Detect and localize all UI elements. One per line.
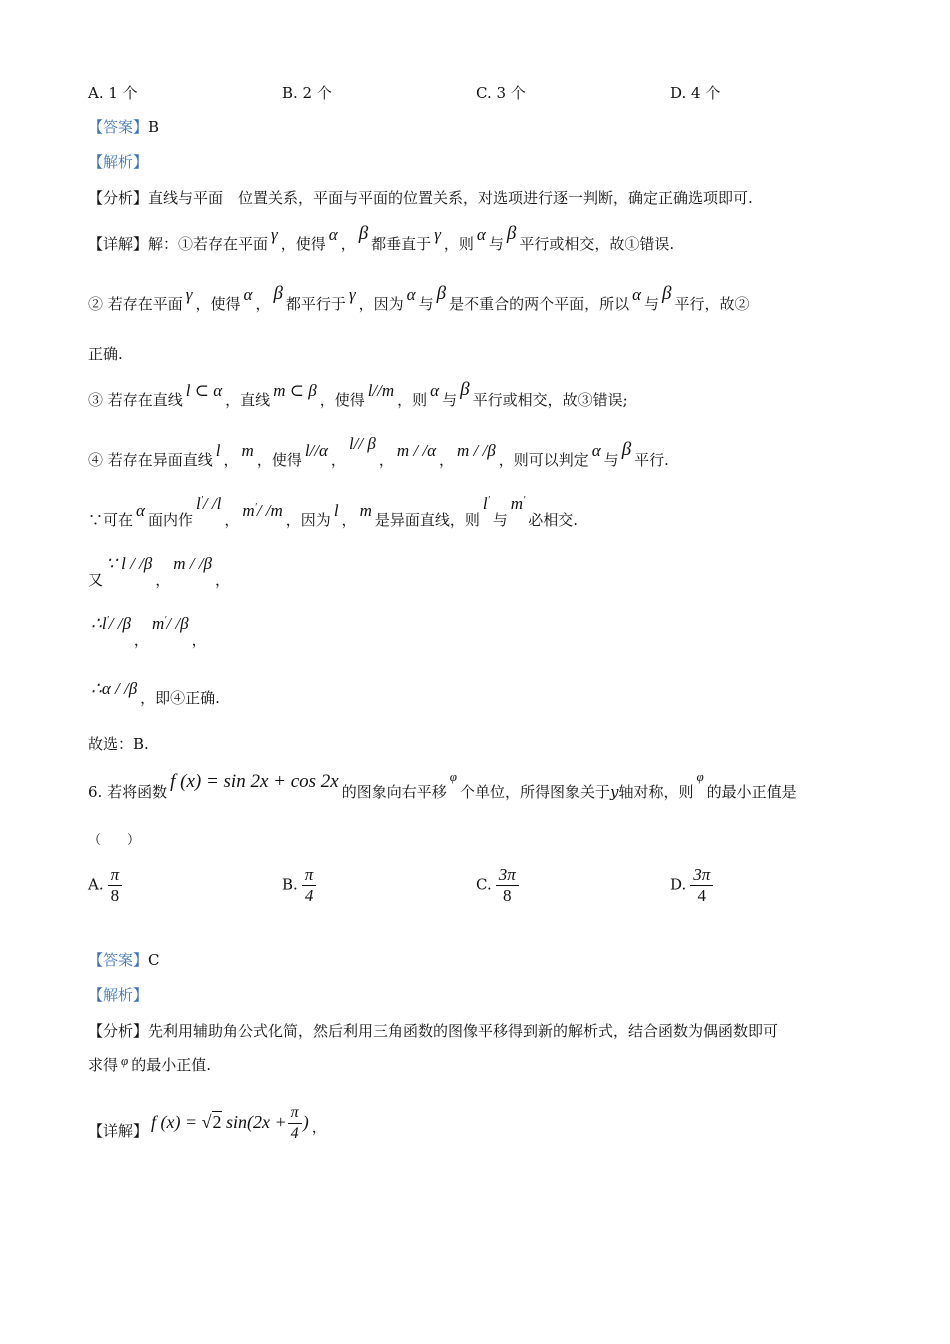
question-text: 个单位，所得图象关于 <box>459 783 610 801</box>
q5-analysis-text: 【分析】直线与平面 位置关系，平面与平面的位置关系，对选项进行逐一判断，确定正确选项即可. <box>88 189 753 207</box>
prime-mark: ′ <box>487 495 490 506</box>
math-phi: φ <box>696 769 704 784</box>
detail-text: 面内作 <box>147 511 193 529</box>
detail-text: ，则 <box>443 235 474 253</box>
math-m: m <box>510 494 524 513</box>
math-m-subset-beta: m ⊂ β <box>273 381 317 400</box>
q5-answer <box>88 117 159 137</box>
detail-text: 都平行于 <box>285 295 346 313</box>
math-alpha: α <box>328 225 338 244</box>
detail-text: 与 <box>492 511 508 529</box>
fraction-denominator: 4 <box>304 886 314 905</box>
detail-text: 都垂直于 <box>371 235 432 253</box>
q5-detail-1 <box>88 223 675 254</box>
pi-over-four-fraction <box>288 1103 302 1144</box>
math-beta: β <box>460 379 470 400</box>
math-beta: β <box>436 283 447 304</box>
q6-paren: （ ） <box>88 833 141 848</box>
fraction-denominator: 4 <box>697 886 707 905</box>
detail-text: ， <box>378 451 394 469</box>
q5-option-c: C. 3 个 <box>476 84 526 102</box>
detail-text: 解：①若存在平面 <box>148 235 269 253</box>
detail-text: 与 <box>442 391 458 409</box>
math-m: m <box>151 614 165 633</box>
answer-label: 【答案】 <box>88 951 149 969</box>
math-m-prime <box>511 494 525 513</box>
math-parallel-m: / /m <box>256 501 283 520</box>
math-l: l <box>333 501 339 520</box>
analysis-text: 求得 <box>88 1056 119 1074</box>
math-parallel-beta: / /β <box>166 614 189 633</box>
math-therefore-l-prime <box>91 614 131 633</box>
detail-text: ，则可以判定 <box>498 451 589 469</box>
math-m-parallel-beta: m / /β <box>457 441 496 460</box>
math-phi: φ <box>449 769 457 784</box>
q5-step-1 <box>88 494 579 533</box>
detail-text: ， <box>311 1118 327 1136</box>
q5-option-b: B. 2 个 <box>282 84 332 102</box>
math-alpha: α <box>430 381 440 400</box>
math-m-parallel-beta: m / /β <box>173 554 212 573</box>
math-m-prime-parallel-beta <box>152 614 189 633</box>
math-phi: φ <box>121 1053 129 1068</box>
analysis-label: 【解析】 <box>88 153 149 171</box>
detail-text: ② 若存在平面 <box>88 295 183 313</box>
math-l: l <box>482 494 488 513</box>
q6-option-c <box>476 865 519 906</box>
q6-option-d <box>670 865 713 906</box>
math-l-parallel-beta: l / /β <box>121 554 153 573</box>
detail-text: 是异面直线，则 <box>374 511 480 529</box>
math-m-parallel-alpha: m / /α <box>396 441 436 460</box>
math-gamma: γ <box>434 225 441 244</box>
fraction-numerator: π <box>302 865 317 886</box>
option-letter: D. <box>670 875 687 894</box>
detail-text: ，则 <box>397 391 428 409</box>
q6-answer <box>88 950 160 970</box>
detail-text: ， <box>224 511 240 529</box>
math-m: m <box>241 441 254 460</box>
close-paren: ) <box>302 1112 309 1132</box>
detail-text: ， <box>341 511 357 529</box>
fraction-numerator: π <box>108 865 123 886</box>
option-letter: C. <box>476 875 492 894</box>
math-because-l-parallel-beta <box>106 554 152 573</box>
detail-text: ， <box>214 571 230 589</box>
fraction-numerator: 3π <box>690 865 713 886</box>
math-l: l <box>215 441 221 460</box>
detail-text: ，使得 <box>280 235 326 253</box>
math-parallel-l: / /l <box>202 494 222 513</box>
q6-option-a <box>88 865 122 906</box>
option-letter: A. <box>88 875 104 894</box>
detail-text: ，使得 <box>195 295 241 313</box>
math-alpha: α <box>476 225 486 244</box>
math-beta: β <box>506 223 517 244</box>
detail-text: ， <box>133 631 149 649</box>
q6-analysis-line-2 <box>88 1055 211 1076</box>
detail-text: ， <box>439 451 455 469</box>
fraction-numerator: 3π <box>496 865 519 886</box>
fraction-numerator: π <box>288 1103 302 1124</box>
because-symbol: ∵ <box>88 511 104 529</box>
math-l: l <box>195 494 201 513</box>
detail-text: ， <box>223 451 239 469</box>
math-l: l <box>101 614 107 633</box>
question-text: 6. 若将函数 <box>88 783 168 801</box>
math-alpha: α <box>243 285 253 304</box>
q6-stem <box>88 769 797 803</box>
detail-text: ， <box>155 571 171 589</box>
math-alpha: α <box>632 285 642 304</box>
q5-option-a: A. 1 个 <box>88 84 138 102</box>
detail-text: 平行或相交，故①错误. <box>519 235 675 253</box>
detail-text: 与 <box>603 451 619 469</box>
q5-detail-4 <box>88 434 669 470</box>
sqrt-radicand: 2 <box>212 1112 222 1132</box>
detail-text: 可在 <box>103 511 134 529</box>
detail-text: 与 <box>488 235 504 253</box>
math-l-parallel-alpha: l//α <box>304 441 328 460</box>
math-gamma: γ <box>185 285 193 304</box>
detail-label: 【详解】 <box>88 1122 149 1140</box>
math-alpha: α <box>591 441 601 460</box>
math-y: y <box>609 783 619 801</box>
detail-text: ，使得 <box>319 391 365 409</box>
detail-text: ， <box>340 235 356 253</box>
q6-analysis-line-1: 【分析】先利用辅助角公式化简，然后利用三角函数的图像平移得到新的解析式，结合函数为偶函数即可 <box>88 1022 779 1040</box>
detail-text: 与 <box>418 295 434 313</box>
math-l-prime-parallel-l <box>196 494 221 513</box>
math-l-parallel-beta: l// β <box>348 434 376 453</box>
detail-text: ，即④正确. <box>140 689 220 707</box>
prime-mark: ′ <box>164 615 167 626</box>
math-alpha-parallel-beta: α / /β <box>101 679 138 698</box>
detail-text: ， <box>255 295 271 313</box>
option-letter: B. <box>282 875 298 894</box>
q5-step-3 <box>88 614 207 653</box>
option-fraction <box>302 865 317 906</box>
detail-text: ④ 若存在异面直线 <box>88 451 213 469</box>
math-fx: f (x) = <box>151 1112 202 1132</box>
prime-mark: ′ <box>254 502 257 513</box>
math-gamma: γ <box>348 285 356 304</box>
q5-detail-3 <box>88 379 628 410</box>
detail-text: ，直线 <box>225 391 271 409</box>
detail-text: 又 <box>88 571 104 589</box>
q5-conclusion: 故选：B. <box>88 735 149 753</box>
question-text: 的最小正值是 <box>706 783 797 801</box>
prime-mark: ′ <box>106 615 109 626</box>
detail-text: 平行，故② <box>674 295 750 313</box>
math-beta: β <box>662 283 672 304</box>
q6-option-b <box>282 865 316 906</box>
sqrt-sign: √ <box>201 1112 212 1132</box>
detail-label: 【详解】 <box>88 235 149 253</box>
prime-mark: ′ <box>200 495 203 506</box>
analysis-text: 的最小正值. <box>131 1056 211 1074</box>
math-parallel-beta: / /β <box>108 614 131 633</box>
detail-text: ，因为 <box>285 511 331 529</box>
detail-text: ③ 若存在直线 <box>88 391 183 409</box>
analysis-label: 【解析】 <box>88 986 149 1004</box>
detail-text: 必相交. <box>528 511 579 529</box>
therefore-symbol: ∴ <box>91 679 102 698</box>
because-symbol: ∵ <box>106 554 117 573</box>
math-m: m <box>242 501 255 520</box>
therefore-symbol: ∴ <box>91 614 102 633</box>
math-l-subset-alpha: l ⊂ α <box>185 381 223 400</box>
math-l-parallel-m: l//m <box>367 381 395 400</box>
math-beta: β <box>621 439 632 460</box>
q5-detail-2 <box>88 283 750 314</box>
detail-text: 是不重合的两个平面，所以 <box>449 295 630 313</box>
q5-detail-2-cont: 正确. <box>88 345 123 363</box>
q5-step-2 <box>88 554 230 590</box>
question-text: 轴对称，则 <box>618 783 694 801</box>
option-fraction <box>108 865 123 906</box>
math-m: m <box>359 501 372 520</box>
q5-step-4 <box>88 679 220 708</box>
option-fraction <box>690 865 713 906</box>
answer-label: 【答案】 <box>88 118 149 136</box>
answer-value: C <box>148 951 160 969</box>
prime-mark: ′ <box>523 495 526 506</box>
answer-value: B <box>148 118 160 136</box>
math-fx-definition: f (x) = sin 2x + cos 2x <box>170 771 339 792</box>
detail-text: 平行. <box>634 451 669 469</box>
detail-text: ，因为 <box>358 295 404 313</box>
detail-text: 与 <box>644 295 660 313</box>
detail-text: ，使得 <box>256 451 302 469</box>
math-alpha: α <box>136 501 145 520</box>
question-text: 的图象向右平移 <box>341 783 447 801</box>
math-gamma: γ <box>271 225 278 244</box>
fraction-denominator: 8 <box>502 886 512 905</box>
math-fx-sqrt-form <box>151 1104 309 1143</box>
math-alpha: α <box>406 285 416 304</box>
math-beta: β <box>358 223 369 244</box>
math-m-prime-parallel-m <box>242 501 282 520</box>
math-beta: β <box>273 283 283 304</box>
q6-detail <box>88 1106 327 1148</box>
detail-text: 平行或相交，故③错误; <box>472 391 628 409</box>
fraction-denominator: 4 <box>290 1125 299 1143</box>
detail-text: ， <box>191 631 207 649</box>
math-therefore-alpha-parallel-beta <box>91 679 137 698</box>
fraction-denominator: 8 <box>110 886 120 905</box>
math-sin-term: sin(2x + <box>221 1112 287 1132</box>
math-l-prime <box>483 494 490 513</box>
q5-option-d: D. 4 个 <box>670 84 721 102</box>
detail-text: ， <box>330 451 346 469</box>
option-fraction <box>496 865 519 906</box>
